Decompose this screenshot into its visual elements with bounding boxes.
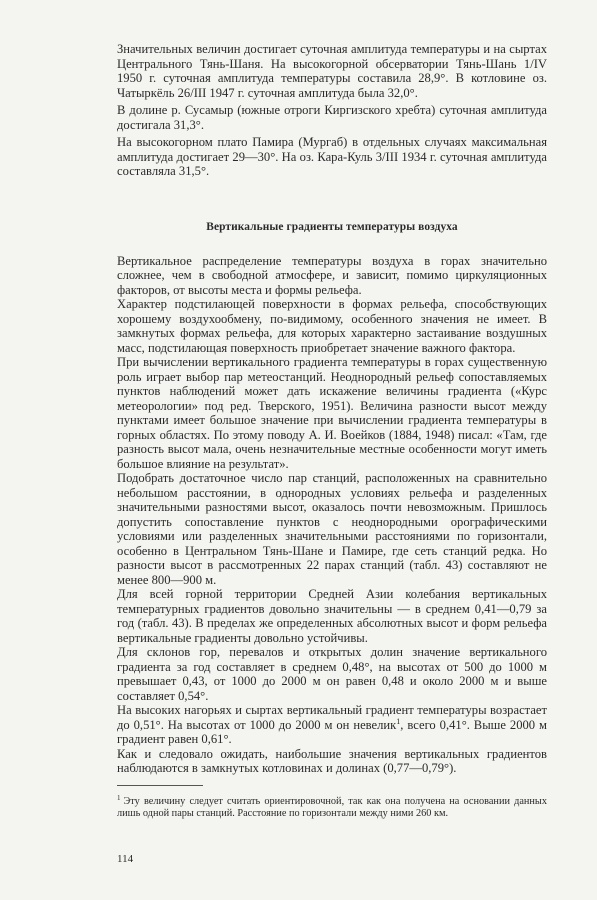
paragraph-central-asia: Для всей горной территории Средней Азии колебания вертикальных температурных градиентов довольно значительны — в среднем 0,41—0,79 за год (табл. 43). В пределах же определенных абсолютных высот и форм рельефа вертикальные градиенты довольно устойчивы. — [117, 587, 547, 645]
top-text-block — [117, 42, 547, 179]
paragraph-highlands-text: На высоких нагорьях и сыртах вертикальный градиент температуры возрастает до 0,51°. На высотах от 1000 до 2000 м он невелик — [117, 703, 547, 732]
footnote-reference: 1 — [396, 716, 401, 726]
section-heading: Вертикальные градиенты температуры воздуха — [206, 220, 458, 233]
footnote-divider — [117, 785, 203, 786]
paragraph-basins: Как и следовало ожидать, наибольшие значения вертикальных градиентов наблюдаются в замкнутых котловинах и долинах (0,77—0,79°). — [117, 746, 547, 775]
paragraph-highlands — [117, 703, 547, 747]
paragraph-diurnal-amplitude-tianshan: Значительных величин достигает суточная амплитуда температуры и на сыртах Центрального Тянь-Шаня. На высокогорной обсерватории Тянь-Шань 1/IV 1950 г. суточная амплитуда температуры составила 28,9°. В котловине оз. Чатыркёль 26/III 1947 г. суточная амплитуда была 32,0°. — [117, 42, 547, 100]
paragraph-susamyr: В долине р. Сусамыр (южные отроги Киргизского хребта) суточная амплитуда достигала 31,3°. — [117, 103, 547, 132]
page-number: 114 — [117, 852, 134, 865]
paragraph-slopes: Для склонов гор, перевалов и открытых долин значение вертикального градиента за год составляет в среднем 0,48°, на высотах от 500 до 1000 м превышает 0,43, от 1000 до 2000 м он равен 0,48 и около 2000 м и выше составляет 0,54°. — [117, 645, 547, 703]
footnote — [117, 792, 547, 821]
paragraph-selection: Подобрать достаточное число пар станций, расположенных на сравнительно небольшом расстоянии, в однородных условиях рельефа и разделенных значительными разностями высот, оказалось почти невозможным. Пришлось допустить сопоставление пунктов с неоднородными орографическими условиями или разделенных значительными расстояниями по горизонтали, особенно в Центральном Тянь-Шане и Памире, где сеть станций редка. Но разности высот в рассмотренных 22 парах станций (табл. 43) составляют не менее 800—900 м. — [117, 471, 547, 587]
paragraph-highlands-tail: , всего 0,41°. Выше 2000 м градиент равен 0,61°. — [117, 717, 547, 746]
section-body — [117, 254, 547, 776]
paragraph-station-pairs: При вычислении вертикального градиента температуры в горах существенную роль играет выбор пар метеостанций. Неоднородный рельеф сопоставляемых пунктов наблюдений может дать искажение величины градиента («Курс метеорологии» под ред. Тверского, 1951). Величина разности высот между пунктами имеет большое значение при вычислении градиента температуры в горных областях. По этому поводу А. И. Воейков (1884, 1948) писал: «Там, где разность высот мала, очень незначительные местные особенности могут иметь большое влияние на результат». — [117, 355, 547, 471]
footnote-text: Эту величину следует считать ориентировочной, так как она получена на основании данных лишь одной пары станций. Расстояние по горизонтали между ними 260 км. — [117, 795, 547, 819]
footnote-mark: 1 — [117, 793, 121, 802]
paragraph-pamir: На высокогорном плато Памира (Мургаб) в отдельных случаях максимальная амплитуда достигает 29—30°. На оз. Кара-Куль 3/III 1934 г. суточная амплитуда составляла 31,5°. — [117, 135, 547, 178]
paragraph-surface-character: Характер подстилающей поверхности в формах рельефа, способствующих хорошему воздухообмену, по-видимому, особенного значения не имеет. В замкнутых формах рельефа, для которых характерно застаивание воздушных масс, подстилающая поверхность приобретает значение важного фактора. — [117, 297, 547, 355]
paragraph-vertical-distribution: Вертикальное распределение температуры воздуха в горах значительно сложнее, чем в свободной атмосфере, и зависит, помимо циркуляционных факторов, от высоты места и формы рельефа. — [117, 253, 547, 297]
